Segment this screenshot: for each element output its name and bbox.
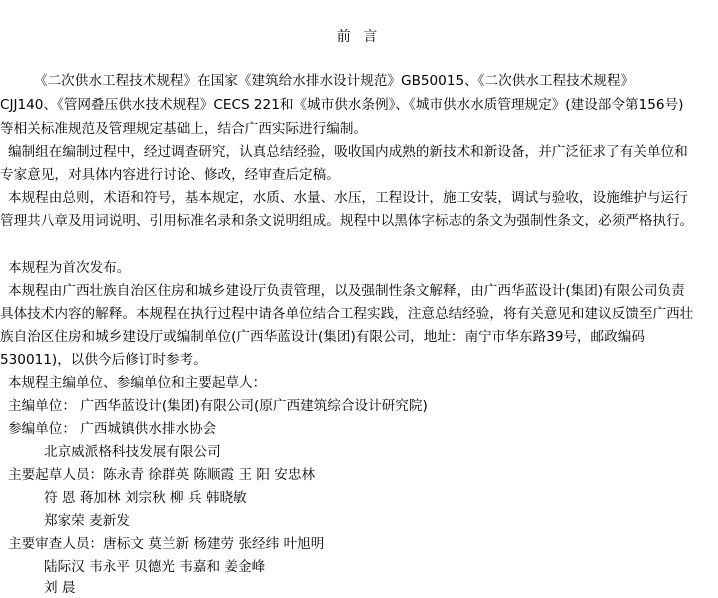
reviewer-line: 刘 晨 [44,580,76,596]
paragraph-line: 530011)，以供今后修订时参考。 [0,352,207,368]
editor-unit-line: 主编单位： 广西华蓝设计(集团)有限公司(原广西建筑综合设计研究院) [8,398,428,414]
paragraph-line: 等相关标准规范及管理规定基础上，结合广西实际进行编制。 [0,121,368,137]
drafter-line: 符 恩 蒋加林 刘宗秋 柳 兵 韩晓敏 [44,490,247,506]
paragraph-line: 管理共八章及用词说明、引用标准名录和条文说明组成。规程中以黑体字标志的条文为强制性条文，必须严格执行。 [0,213,694,229]
reviewer-line: 主要审查人员：唐标文 莫兰新 杨建劳 张经纬 叶旭明 [8,536,325,552]
paragraph-line: 本规程主编单位、参编单位和主要起草人： [8,375,267,391]
drafter-line: 主要起草人员：陈永青 徐群英 陈顺霞 王 阳 安忠林 [8,467,316,483]
paragraph-line: CJJ140、《管网叠压供水技术规程》CECS 221和《城市供水条例》、《城市供水水质管理规定》(建设部令第156号) [0,97,684,113]
document-title: 前 言 [336,29,382,45]
paragraph-line: 本规程由总则，术语和符号，基本规定，水质、水量、水压，工程设计，施工安装，调试与验收，设施维护与运行 [8,190,688,206]
paragraph-line: 《二次供水工程技术规程》在国家《建筑给水排水设计规范》GB50015、《二次供水工程技术规程》 [34,73,635,89]
paragraph-line: 本规程为首次发布。 [8,260,131,276]
reviewer-line: 陆际汉 韦永平 贝德光 韦嘉和 姜金峰 [44,559,266,575]
paragraph-line: 具体技术内容的解释。本规程在执行过程中请各单位结合工程实践，注意总结经验，将有关意见和建议反馈至广西壮 [0,306,694,322]
paragraph-line: 本规程由广西壮族自治区住房和城乡建设厅负责管理，以及强制性条文解释，由广西华蓝设计(集团)有限公司负责 [8,283,685,299]
paragraph-line: 编制组在编制过程中，经过调查研究，认真总结经验，吸收国内成熟的新技术和新设备，并广泛征求了有关单位和 [8,144,688,160]
editor-unit-line: 北京威派格科技发展有限公司 [44,444,221,460]
editor-unit-line: 参编单位： 广西城镇供水排水协会 [8,421,217,437]
drafter-line: 郑家荣 麦新发 [44,513,130,529]
paragraph-line: 专家意见，对具体内容进行讨论、修改，经审查后定稿。 [0,167,340,183]
paragraph-line: 族自治区住房和城乡建设厅或编制单位(广西华蓝设计(集团)有限公司，地址：南宁市华东路39号，邮政编码 [0,329,645,345]
